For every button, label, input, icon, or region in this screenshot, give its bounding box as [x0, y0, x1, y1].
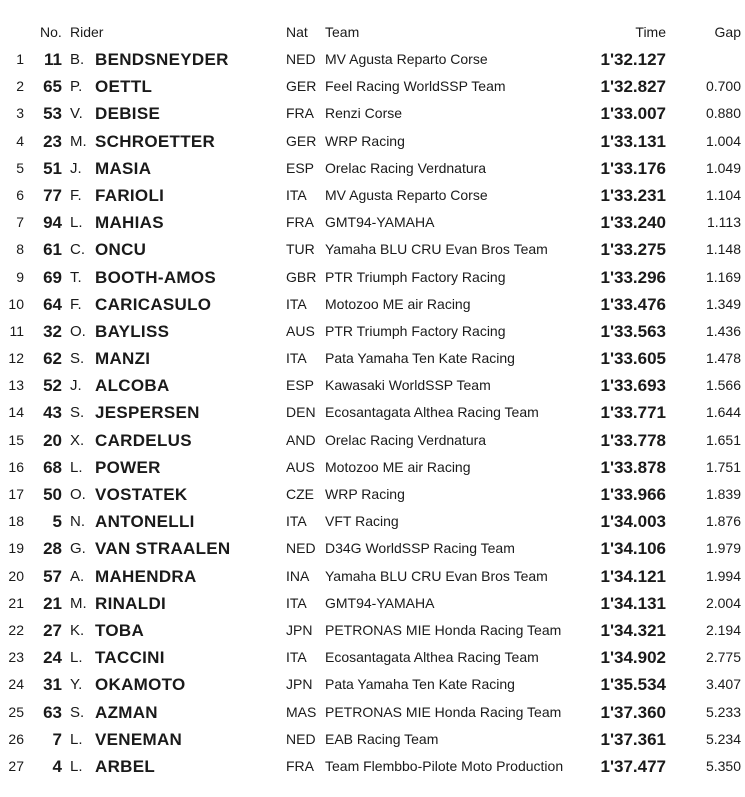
rider-number-cell: 5: [52, 512, 62, 532]
team-cell: Renzi Corse: [325, 105, 403, 122]
team-cell: WRP Racing: [325, 486, 405, 502]
rider-number-cell: 24: [43, 648, 62, 668]
team-cell: Motozoo ME air Racing: [325, 295, 471, 312]
rider-surname-cell: POWER: [95, 457, 161, 477]
position-cell: 3: [16, 105, 24, 122]
rider-initial-cell: S.: [70, 350, 85, 368]
rider-number-cell: 7: [52, 729, 62, 749]
nationality-cell: CZE: [286, 486, 314, 502]
rider-initial-cell: S.: [70, 404, 85, 422]
team-cell: D34G WorldSSP Racing Team: [325, 540, 515, 557]
lap-time-cell: 1'33.007: [600, 104, 666, 124]
rider-initial-cell: L.: [70, 214, 83, 232]
rider-number-cell: 69: [43, 267, 62, 287]
rider-initial-cell: M.: [70, 132, 87, 150]
lap-time-cell: 1'33.966: [600, 485, 666, 504]
rider-surname-cell: ARBEL: [95, 756, 156, 776]
rider-surname-cell: BENDSNEYDER: [95, 50, 229, 69]
position-cell: 7: [16, 214, 24, 231]
rider-initial-cell: X.: [70, 431, 85, 449]
gap-cell: 1.004: [705, 132, 741, 149]
rider-surname-cell: ALCOBA: [95, 376, 170, 396]
header-no: No.: [40, 24, 62, 40]
rider-surname-cell: CARICASULO: [95, 294, 212, 314]
rider-number-cell: 21: [43, 593, 62, 613]
rider-initial-cell: S.: [70, 703, 85, 721]
team-cell: Pata Yamaha Ten Kate Racing: [325, 676, 515, 693]
gap-cell: 1.751: [705, 458, 741, 475]
position-cell: 1: [16, 51, 24, 67]
team-cell: Team Flembbo-Pilote Moto Production: [325, 757, 564, 774]
rider-surname-cell: VENEMAN: [95, 729, 183, 749]
rider-number-cell: 63: [43, 702, 62, 722]
nationality-cell: ESP: [286, 159, 315, 176]
rider-number-cell: 43: [43, 403, 62, 423]
rider-surname-cell: TACCINI: [95, 648, 165, 668]
gap-cell: 2.194: [705, 621, 741, 638]
team-cell: VFT Racing: [325, 513, 399, 530]
lap-time-cell: 1'33.693: [600, 376, 666, 396]
rider-surname-cell: AZMAN: [95, 702, 158, 722]
gap-cell: 5.350: [705, 757, 741, 774]
rider-initial-cell: P.: [70, 78, 83, 96]
position-cell: 12: [8, 350, 24, 367]
position-cell: 17: [8, 486, 24, 502]
lap-time-cell: 1'33.771: [600, 403, 666, 423]
gap-cell: 1.839: [705, 486, 741, 502]
lap-time-cell: 1'34.902: [600, 648, 666, 668]
position-cell: 9: [16, 268, 24, 285]
lap-time-cell: 1'34.131: [600, 593, 666, 613]
table-row: [0, 753, 745, 780]
rider-initial-cell: V.: [70, 105, 83, 123]
lap-time-cell: 1'33.240: [600, 213, 666, 233]
team-cell: Yamaha BLU CRU Evan Bros Team: [325, 241, 548, 258]
lap-time-cell: 1'33.605: [600, 349, 666, 369]
rider-number-cell: 11: [44, 50, 62, 69]
team-cell: PTR Triumph Factory Racing: [325, 322, 506, 339]
gap-cell: 1.113: [707, 214, 741, 231]
lap-time-cell: 1'33.778: [600, 430, 666, 450]
table-row: [0, 399, 745, 426]
rider-number-cell: 27: [43, 620, 62, 640]
rider-number-cell: 32: [43, 321, 62, 341]
team-cell: Ecosantagata Althea Racing Team: [325, 404, 539, 421]
table-row: [0, 236, 745, 263]
team-cell: Kawasaki WorldSSP Team: [325, 377, 491, 394]
gap-cell: 1.478: [705, 350, 741, 367]
table-row: [0, 345, 745, 372]
rider-number-cell: 53: [43, 104, 62, 124]
rider-initial-cell: A.: [70, 567, 85, 585]
position-cell: 21: [8, 594, 24, 611]
rider-initial-cell: T.: [70, 268, 82, 286]
rider-number-cell: 68: [43, 457, 62, 477]
rider-initial-cell: L.: [70, 458, 83, 476]
rider-initial-cell: G.: [70, 540, 86, 558]
table-row: [0, 46, 745, 73]
gap-cell: 1.169: [705, 268, 741, 285]
rider-number-cell: 62: [43, 349, 62, 369]
table-body: [0, 46, 745, 780]
rider-surname-cell: MANZI: [95, 349, 151, 369]
lap-time-cell: 1'33.296: [600, 267, 666, 287]
nationality-cell: AUS: [286, 322, 315, 339]
position-cell: 19: [8, 540, 24, 557]
team-cell: PETRONAS MIE Honda Racing Team: [325, 703, 562, 720]
table-row: [0, 590, 745, 617]
team-cell: Yamaha BLU CRU Evan Bros Team: [325, 567, 548, 584]
rider-initial-cell: K.: [70, 621, 85, 639]
gap-cell: 1.876: [705, 513, 741, 530]
gap-cell: 5.233: [705, 703, 741, 720]
gap-cell: 2.004: [705, 594, 741, 611]
table-row: [0, 264, 745, 291]
nationality-cell: JPN: [286, 676, 313, 693]
table-row: [0, 209, 745, 236]
table-row: [0, 427, 745, 454]
header-rider: Rider: [70, 24, 104, 40]
rider-initial-cell: C.: [70, 241, 85, 259]
rider-surname-cell: MAHENDRA: [95, 566, 197, 586]
table-row: [0, 155, 745, 182]
rider-surname-cell: RINALDI: [95, 593, 167, 613]
gap-cell: 0.700: [705, 78, 741, 95]
rider-number-cell: 4: [52, 756, 62, 776]
nationality-cell: MAS: [286, 703, 317, 720]
table-row: [0, 481, 745, 508]
lap-time-cell: 1'37.477: [600, 756, 666, 776]
nationality-cell: ITA: [286, 186, 307, 203]
gap-cell: 0.880: [705, 105, 741, 122]
rider-number-cell: 31: [43, 675, 62, 695]
position-cell: 14: [8, 404, 24, 421]
rider-surname-cell: ONCU: [95, 240, 147, 260]
position-cell: 16: [8, 458, 24, 475]
lap-time-cell: 1'37.360: [600, 702, 666, 722]
gap-cell: 1.349: [705, 295, 741, 312]
gap-cell: 1.436: [705, 322, 741, 339]
rider-initial-cell: J.: [70, 377, 82, 395]
position-cell: 4: [16, 132, 24, 149]
nationality-cell: ESP: [286, 377, 315, 394]
position-cell: 5: [16, 159, 24, 176]
position-cell: 2: [16, 78, 24, 95]
rider-initial-cell: L.: [70, 757, 83, 775]
rider-initial-cell: Y.: [70, 676, 83, 694]
lap-time-cell: 1'33.176: [600, 158, 666, 178]
position-cell: 10: [8, 295, 24, 312]
rider-surname-cell: MASIA: [95, 158, 152, 178]
team-cell: GMT94-YAMAHA: [325, 594, 435, 611]
gap-cell: 1.566: [705, 377, 741, 394]
table-row: [0, 671, 745, 698]
nationality-cell: NED: [286, 540, 316, 557]
team-cell: PTR Triumph Factory Racing: [325, 268, 506, 285]
nationality-cell: JPN: [286, 621, 313, 638]
rider-initial-cell: O.: [70, 322, 86, 340]
rider-surname-cell: BAYLISS: [95, 321, 170, 341]
gap-cell: 1.651: [705, 431, 741, 448]
rider-surname-cell: DEBISE: [95, 104, 161, 124]
team-cell: Pata Yamaha Ten Kate Racing: [325, 350, 515, 367]
header-time: Time: [635, 24, 666, 40]
nationality-cell: GBR: [286, 268, 317, 285]
rider-surname-cell: OETTL: [95, 77, 153, 97]
lap-time-cell: 1'34.003: [600, 512, 666, 532]
gap-cell: 1.049: [705, 159, 741, 176]
nationality-cell: AUS: [286, 458, 315, 475]
nationality-cell: ITA: [286, 513, 307, 530]
lap-time-cell: 1'33.476: [600, 294, 666, 314]
rider-number-cell: 52: [43, 376, 62, 396]
nationality-cell: AND: [286, 431, 316, 448]
position-cell: 22: [8, 621, 24, 638]
lap-time-cell: 1'33.231: [600, 185, 666, 205]
rider-surname-cell: FARIOLI: [95, 185, 165, 205]
table-row: [0, 73, 745, 100]
nationality-cell: ITA: [286, 295, 307, 312]
table-row: [0, 699, 745, 726]
lap-time-cell: 1'34.106: [600, 539, 666, 559]
lap-time-cell: 1'34.121: [600, 566, 666, 586]
rider-initial-cell: N.: [70, 513, 85, 531]
team-cell: Ecosantagata Althea Racing Team: [325, 649, 539, 666]
rider-surname-cell: MAHIAS: [95, 213, 164, 233]
team-cell: MV Agusta Reparto Corse: [325, 51, 488, 67]
team-cell: WRP Racing: [325, 132, 405, 149]
lap-time-cell: 1'37.361: [600, 729, 666, 749]
table-row: [0, 535, 745, 562]
lap-time-cell: 1'32.827: [600, 77, 666, 97]
team-cell: PETRONAS MIE Honda Racing Team: [325, 621, 562, 638]
table-row: [0, 318, 745, 345]
nationality-cell: FRA: [286, 214, 314, 231]
nationality-cell: ITA: [286, 649, 307, 666]
table-row: [0, 726, 745, 753]
team-cell: Motozoo ME air Racing: [325, 458, 471, 475]
header-gap: Gap: [714, 24, 741, 40]
nationality-cell: GER: [286, 132, 317, 149]
team-cell: GMT94-YAMAHA: [325, 214, 435, 231]
nationality-cell: DEN: [286, 404, 316, 421]
lap-time-cell: 1'35.534: [600, 675, 666, 695]
lap-time-cell: 1'33.563: [600, 321, 666, 341]
rider-surname-cell: VOSTATEK: [95, 485, 188, 504]
table-header: [0, 22, 745, 42]
rider-initial-cell: L.: [70, 730, 83, 748]
rider-surname-cell: CARDELUS: [95, 430, 192, 450]
team-cell: Orelac Racing Verdnatura: [325, 159, 487, 176]
position-cell: 18: [8, 513, 24, 530]
team-cell: Orelac Racing Verdnatura: [325, 431, 487, 448]
position-cell: 20: [8, 567, 24, 584]
position-cell: 13: [8, 377, 24, 394]
rider-surname-cell: OKAMOTO: [95, 675, 186, 695]
gap-cell: 1.148: [705, 241, 741, 258]
gap-cell: 3.407: [705, 676, 741, 693]
rider-initial-cell: B.: [70, 51, 85, 68]
rider-surname-cell: TOBA: [95, 620, 145, 640]
lap-time-cell: 1'33.131: [600, 131, 666, 151]
nationality-cell: TUR: [286, 241, 315, 258]
rider-initial-cell: F.: [70, 186, 82, 204]
table-row: [0, 291, 745, 318]
gap-cell: 2.775: [705, 649, 741, 666]
header-nat: Nat: [286, 24, 308, 40]
rider-initial-cell: O.: [70, 486, 86, 503]
rider-initial-cell: L.: [70, 649, 83, 667]
table-row: [0, 644, 745, 671]
nationality-cell: NED: [286, 51, 316, 67]
position-cell: 6: [16, 186, 24, 203]
nationality-cell: INA: [286, 567, 310, 584]
rider-number-cell: 28: [43, 539, 62, 559]
position-cell: 11: [9, 322, 24, 339]
position-cell: 27: [8, 757, 24, 774]
gap-cell: 1.104: [705, 186, 741, 203]
nationality-cell: GER: [286, 78, 317, 95]
rider-number-cell: 57: [43, 566, 62, 586]
table-row: [0, 100, 745, 127]
rider-number-cell: 61: [43, 240, 62, 260]
rider-number-cell: 50: [43, 485, 62, 504]
lap-time-cell: 1'33.275: [600, 240, 666, 260]
nationality-cell: NED: [286, 730, 316, 747]
table-row: [0, 372, 745, 399]
table-row: [0, 563, 745, 590]
rider-surname-cell: JESPERSEN: [95, 403, 200, 423]
lap-time-cell: 1'33.878: [600, 457, 666, 477]
rider-surname-cell: ANTONELLI: [95, 512, 195, 532]
rider-initial-cell: J.: [70, 159, 82, 177]
nationality-cell: FRA: [286, 105, 314, 122]
rider-number-cell: 94: [43, 213, 62, 233]
position-cell: 8: [16, 241, 24, 258]
rider-initial-cell: M.: [70, 594, 87, 612]
nationality-cell: ITA: [286, 350, 307, 367]
position-cell: 26: [8, 730, 24, 747]
nationality-cell: FRA: [286, 757, 314, 774]
rider-number-cell: 20: [43, 430, 62, 450]
position-cell: 23: [8, 649, 24, 666]
rider-number-cell: 64: [43, 294, 62, 314]
team-cell: Feel Racing WorldSSP Team: [325, 78, 506, 95]
rider-surname-cell: SCHROETTER: [95, 131, 216, 151]
table-row: [0, 128, 745, 155]
table-row: [0, 617, 745, 644]
rider-surname-cell: BOOTH-AMOS: [95, 267, 217, 287]
table-row: [0, 454, 745, 481]
nationality-cell: ITA: [286, 594, 307, 611]
table-row: [0, 508, 745, 535]
rider-initial-cell: F.: [70, 295, 82, 313]
rider-number-cell: 77: [43, 185, 62, 205]
rider-surname-cell: VAN STRAALEN: [95, 539, 231, 559]
position-cell: 15: [8, 431, 24, 448]
header-team: Team: [325, 24, 360, 40]
lap-time-cell: 1'32.127: [600, 50, 666, 69]
rider-number-cell: 65: [43, 77, 62, 97]
gap-cell: 1.979: [705, 540, 741, 557]
position-cell: 25: [8, 703, 24, 720]
gap-cell: 1.994: [705, 567, 741, 584]
table-row: [0, 182, 745, 209]
lap-time-cell: 1'34.321: [600, 620, 666, 640]
rider-number-cell: 23: [43, 131, 62, 151]
team-cell: MV Agusta Reparto Corse: [325, 186, 488, 203]
gap-cell: 1.644: [705, 404, 741, 421]
gap-cell: 5.234: [705, 730, 741, 747]
team-cell: EAB Racing Team: [325, 730, 439, 747]
position-cell: 24: [8, 676, 24, 693]
rider-number-cell: 51: [43, 158, 62, 178]
